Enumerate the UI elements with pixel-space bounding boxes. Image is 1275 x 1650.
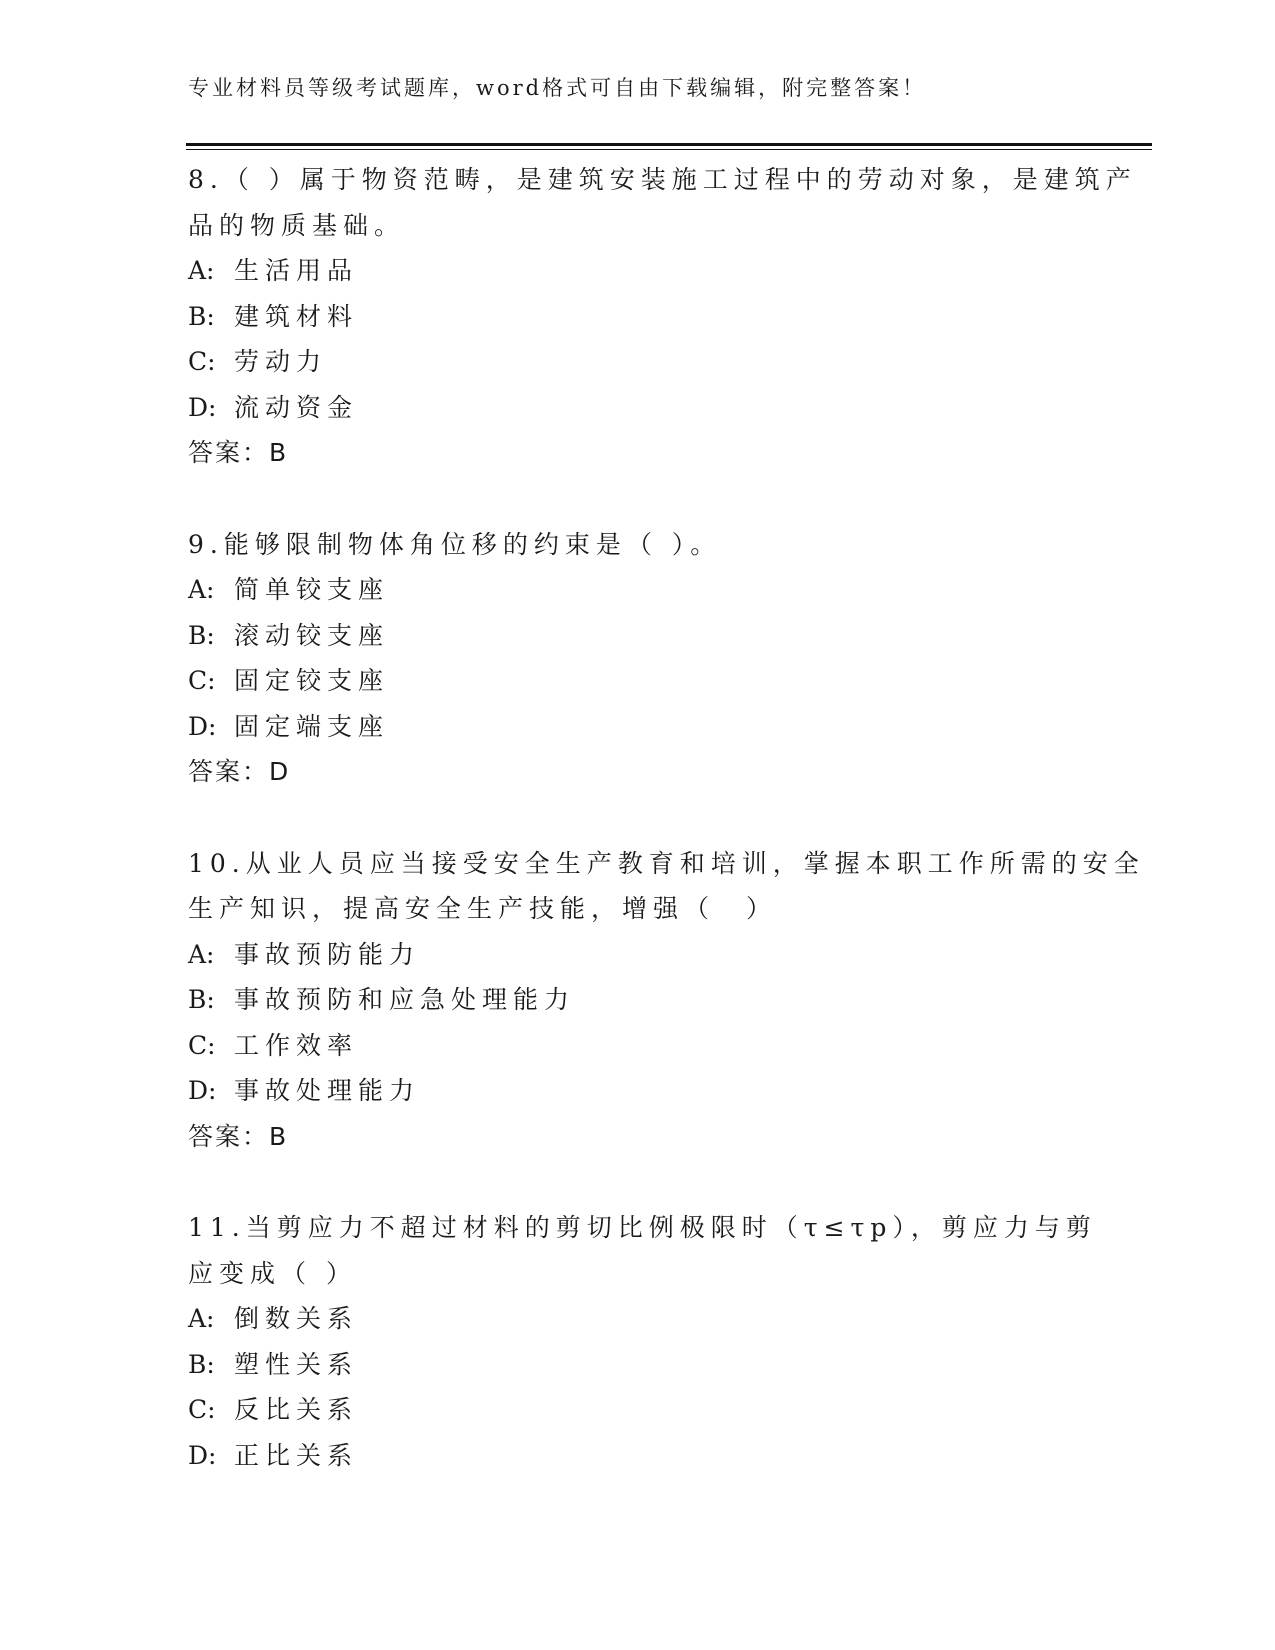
question-9 <box>188 522 1088 795</box>
option-b <box>188 613 1088 659</box>
header-rule-thin <box>186 149 1152 150</box>
option-c <box>188 658 1088 704</box>
option-letter: B: <box>188 985 215 1014</box>
question-stem: 应变成（ ） <box>188 1258 357 1288</box>
option-d <box>188 1068 1088 1114</box>
option-text: 滚动铰支座 <box>234 620 390 650</box>
option-a <box>188 1296 1088 1342</box>
option-text: 事故预防和应急处理能力 <box>234 985 576 1014</box>
question-stem: 9.能够限制物体角位移的约束是（ ）。 <box>188 529 722 559</box>
option-text: 正比关系 <box>234 1440 359 1470</box>
option-text: 建筑材料 <box>234 301 359 331</box>
answer-line: 答案：D <box>188 757 291 786</box>
option-text: 劳动力 <box>234 347 328 376</box>
option-a <box>188 248 1088 294</box>
option-c <box>188 1387 1088 1433</box>
option-letter: D: <box>188 392 217 422</box>
option-d <box>188 704 1088 750</box>
option-b <box>188 294 1088 340</box>
option-text: 反比关系 <box>234 1395 359 1424</box>
option-text: 事故预防能力 <box>234 939 421 969</box>
option-letter: A: <box>188 575 215 604</box>
option-letter: C: <box>188 666 216 695</box>
option-letter: B: <box>188 1349 215 1379</box>
answer-line: 答案：B <box>188 438 289 467</box>
option-letter: C: <box>188 1030 216 1060</box>
option-text: 固定端支座 <box>234 711 390 741</box>
option-letter: C: <box>188 347 216 376</box>
option-letter: D: <box>188 1076 217 1105</box>
option-text: 工作效率 <box>234 1030 359 1060</box>
question-8 <box>188 157 1137 476</box>
option-letter: D: <box>188 711 217 741</box>
option-letter: D: <box>188 1440 217 1470</box>
option-c <box>188 1023 1088 1069</box>
option-text: 生活用品 <box>234 256 359 285</box>
question-stem: 11.当剪应力不超过材料的剪切比例极限时（τ≤τp），剪应力与剪 <box>188 1213 1097 1242</box>
option-text: 事故处理能力 <box>234 1076 421 1105</box>
question-stem: 生产知识，提高安全生产技能，增强（ ） <box>188 894 778 923</box>
option-a <box>188 932 1088 978</box>
question-11 <box>188 1205 1097 1478</box>
option-text: 流动资金 <box>234 392 359 422</box>
option-d <box>188 1433 1088 1479</box>
header-rule-thick <box>186 143 1152 146</box>
option-c <box>188 339 1088 385</box>
option-text: 固定铰支座 <box>234 666 390 695</box>
option-text: 倒数关系 <box>234 1304 359 1333</box>
option-letter: A: <box>188 256 215 285</box>
option-letter: A: <box>188 1304 215 1333</box>
option-text: 塑性关系 <box>234 1349 359 1379</box>
option-d <box>188 385 1088 431</box>
question-list <box>188 157 1145 1524</box>
option-b <box>188 1342 1088 1388</box>
question-10 <box>188 841 1145 1160</box>
option-letter: A: <box>188 939 215 969</box>
question-stem: 8.（ ）属于物资范畴，是建筑安装施工过程中的劳动对象，是建筑产 <box>188 165 1137 194</box>
option-a <box>188 567 1088 613</box>
question-stem: 10.从业人员应当接受安全生产教育和培训，掌握本职工作所需的安全 <box>188 848 1145 878</box>
page-header: 专业材料员等级考试题库，word格式可自由下载编辑，附完整答案！ <box>188 76 927 100</box>
option-b <box>188 977 1088 1023</box>
option-letter: B: <box>188 301 215 331</box>
option-letter: C: <box>188 1395 216 1424</box>
option-letter: B: <box>188 620 215 650</box>
option-text: 简单铰支座 <box>234 575 390 604</box>
answer-line: 答案：B <box>188 1121 289 1151</box>
question-stem: 品的物质基础。 <box>188 210 406 240</box>
